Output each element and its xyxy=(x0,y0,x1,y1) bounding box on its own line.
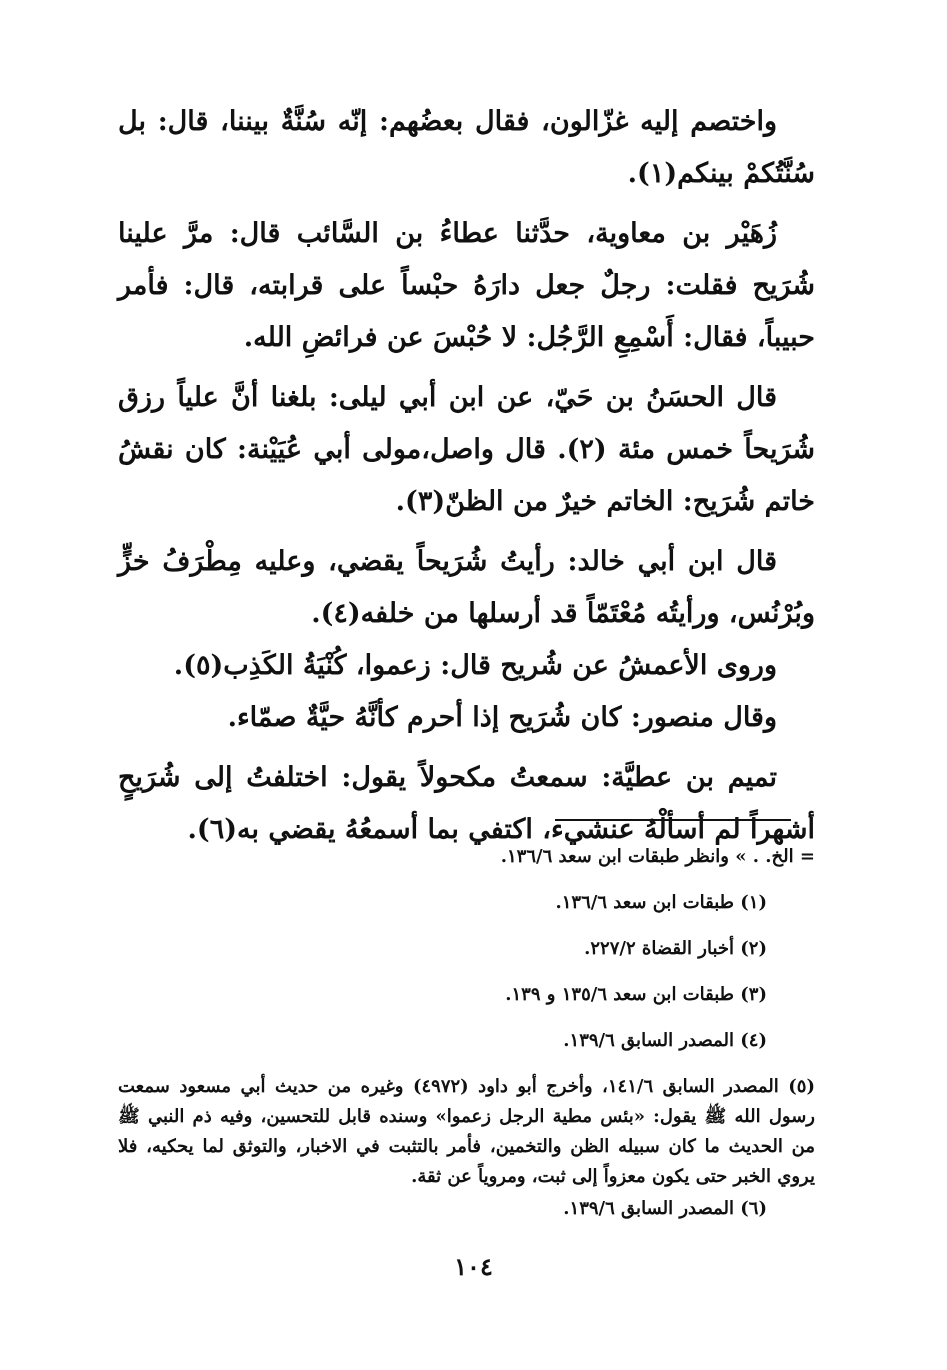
paragraph-4: قال ابن أبي خالد: رأيتُ شُرَيحاً يقضي، وعليه مِطْرَفُ خزٍّ وبُرْنُس، ورأيتُه مُعْتَمّاً قد أرسلها من خلفه(٤). xyxy=(118,546,815,629)
main-text xyxy=(118,96,815,856)
footnote-5: (٥) المصدر السابق ١٤١/٦، وأخرج أبو داود (٤٩٧٢) وغيره من حديث أبي مسعود سمعت رسول الله ﷺ يقول: «بئس مطية الرجل زعموا» وسنده قابل للتحسين، وفيه ذم النبي ﷺ من الحديث ما كان سبيله الظن والتخمين، فأمر بالتثبت في الاخبار، والتوثق لما يحكيه، فلا يروي الخبر حتى يكون معزواً إلى ثبت، ومروياً عن ثقة. xyxy=(118,1076,815,1187)
paragraph-1: واختصم إليه غزّالون، فقال بعضُهم: إنّه سُنَّةٌ بيننا، قال: بل سُنَّتُكمْ بينكم(١). xyxy=(118,106,815,189)
footnotes xyxy=(118,834,815,1224)
footnote-2: (٢) أخبار القضاة ٢٢٧/٢. xyxy=(584,938,767,959)
paragraph-3: قال الحسَنُ بن حَيّ، عن ابن أبي ليلى: بلغنا أنَّ علياً رزق شُرَيحاً خمس مئة (٢). قال واصل،مولى أبي عُيَيْنة: كان نقشُ خاتم شُرَيح: الخاتم خيرٌ من الظنّ(٣). xyxy=(118,382,815,517)
paragraph-2: زُهَيْر بن معاوية، حدَّثنا عطاءُ بن السَّائب قال: مرَّ علينا شُرَيح فقلت: رجلٌ جعل دارَهُ حبْساً على قرابته، قال: فأمر حبيباً، فقال: أَسْمِعِ الرَّجُل: لا حُبْسَ عن فرائضِ الله. xyxy=(118,218,815,353)
footnote-3: (٣) طبقات ابن سعد ١٣٥/٦ و ١٣٩. xyxy=(505,984,767,1005)
footnote-1: (١) طبقات ابن سعد ١٣٦/٦. xyxy=(555,892,767,913)
paragraph-7: تميم بن عطيَّة: سمعتُ مكحولاً يقول: اختلفتُ إلى شُرَيحٍ أشهراً لم أسألْهُ عنشيء، اكتفي بما أسمعُهُ يقضي به(٦). xyxy=(118,762,815,845)
paragraph-6: وقال منصور: كان شُرَيح إذا أحرم كأنَّهُ حيَّةٌ صمّاء. xyxy=(227,702,777,733)
footnote-divider xyxy=(555,819,791,821)
paragraph-5: وروى الأعمشُ عن شُريح قال: زعموا، كُنْيَةُ الكَذِب(٥). xyxy=(173,650,777,681)
page-number: ١٠٤ xyxy=(454,1252,493,1281)
footnote-continuation: = الخ. . » وانظر طبقات ابن سعد ١٣٦/٦. xyxy=(500,846,815,867)
footnote-4: (٤) المصدر السابق ١٣٩/٦. xyxy=(563,1030,767,1051)
footnote-6: (٦) المصدر السابق ١٣٩/٦. xyxy=(563,1198,767,1219)
